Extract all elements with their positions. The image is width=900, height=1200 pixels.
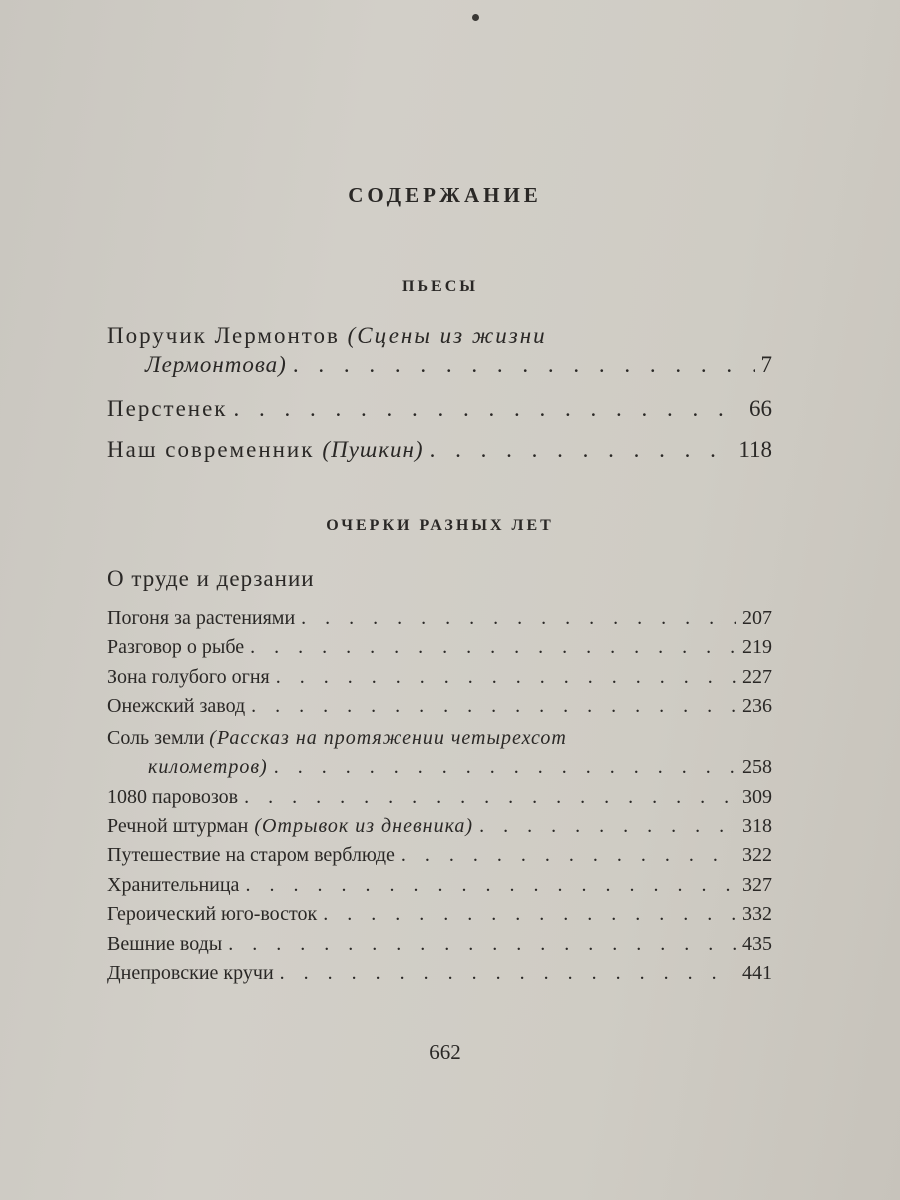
entry-page: 7	[760, 352, 772, 377]
entry-page: 66	[749, 396, 772, 421]
entry-page: 236	[742, 695, 772, 717]
toc-entry	[107, 874, 772, 897]
toc-entry	[107, 396, 772, 422]
dot-leader	[401, 844, 736, 867]
toc-entry	[145, 352, 772, 378]
entry-title: Поручик Лермонтов	[107, 323, 340, 348]
dot-leader	[479, 815, 736, 838]
entry-page: 441	[742, 962, 772, 984]
entry-page: 219	[742, 636, 772, 658]
section-heading-essays: ОЧЕРКИ РАЗНЫХ ЛЕТ	[326, 517, 554, 534]
entry-title: Онежский завод	[107, 695, 246, 717]
entry-page: 435	[742, 933, 772, 955]
dot-leader	[301, 607, 736, 630]
toc-entry-line	[107, 323, 547, 349]
entry-page: 318	[742, 815, 772, 837]
dot-leader	[323, 903, 736, 926]
toc-entry	[107, 903, 772, 926]
entry-title: Наш современник	[107, 437, 315, 462]
toc-title: СОДЕРЖАНИЕ	[348, 183, 542, 207]
dot-leader	[274, 756, 736, 779]
entry-title: Вешние воды	[107, 933, 223, 955]
entry-subtitle: Лермонтова)	[145, 352, 287, 377]
entry-title: Разговор о рыбе	[107, 636, 245, 658]
dot-leader	[250, 636, 736, 659]
entry-subtitle: (Рассказ на протяжении четырехсот	[209, 727, 567, 749]
entry-title: Днепровские кручи	[107, 962, 274, 984]
dot-leader	[244, 786, 736, 809]
entry-title: Хранительница	[107, 874, 240, 896]
toc-entry	[107, 695, 772, 718]
toc-entry	[107, 962, 772, 985]
entry-page: 207	[742, 607, 772, 629]
toc-entry	[107, 815, 772, 838]
entry-title: Зона голубого огня	[107, 666, 270, 688]
entry-page: 309	[742, 786, 772, 808]
section-subheading: О труде и дерзании	[107, 566, 315, 591]
entry-subtitle: (Отрывок из дневника)	[254, 815, 474, 837]
toc-entry	[107, 636, 772, 659]
section-heading-plays: ПЬЕСЫ	[402, 278, 478, 295]
entry-subtitle: километров)	[148, 756, 268, 778]
entry-title: Перстенек	[107, 396, 228, 421]
dot-leader	[430, 437, 733, 463]
toc-entry	[107, 437, 772, 463]
toc-entry-line	[107, 727, 567, 750]
toc-entry	[107, 607, 772, 630]
dot-leader	[251, 695, 736, 718]
ink-dot	[472, 14, 479, 21]
entry-page: 332	[742, 903, 772, 925]
entry-page: 258	[742, 756, 772, 778]
entry-title: Соль земли	[107, 727, 205, 749]
entry-title: Путешествие на старом верблюде	[107, 844, 395, 866]
dot-leader	[228, 933, 736, 956]
entry-subtitle: (Пушкин)	[322, 437, 424, 462]
entry-page: 327	[742, 874, 772, 896]
entry-page: 322	[742, 844, 772, 866]
dot-leader	[233, 396, 743, 422]
entry-title: Речной штурман	[107, 815, 249, 837]
entry-title: Героический юго-восток	[107, 903, 318, 925]
toc-entry	[148, 756, 772, 779]
toc-entry	[107, 844, 772, 867]
entry-page: 227	[742, 666, 772, 688]
entry-subtitle: (Сцены из жизни	[347, 323, 547, 348]
entry-page: 118	[738, 437, 772, 462]
page-number: 662	[429, 1040, 461, 1064]
entry-title: 1080 паровозов	[107, 786, 239, 808]
toc-entry	[107, 933, 772, 956]
toc-entry	[107, 786, 772, 809]
toc-entry	[107, 666, 772, 689]
dot-leader	[245, 874, 736, 897]
dot-leader	[276, 666, 736, 689]
dot-leader	[293, 352, 755, 378]
dot-leader	[280, 962, 736, 985]
entry-title: Погоня за растениями	[107, 607, 296, 629]
